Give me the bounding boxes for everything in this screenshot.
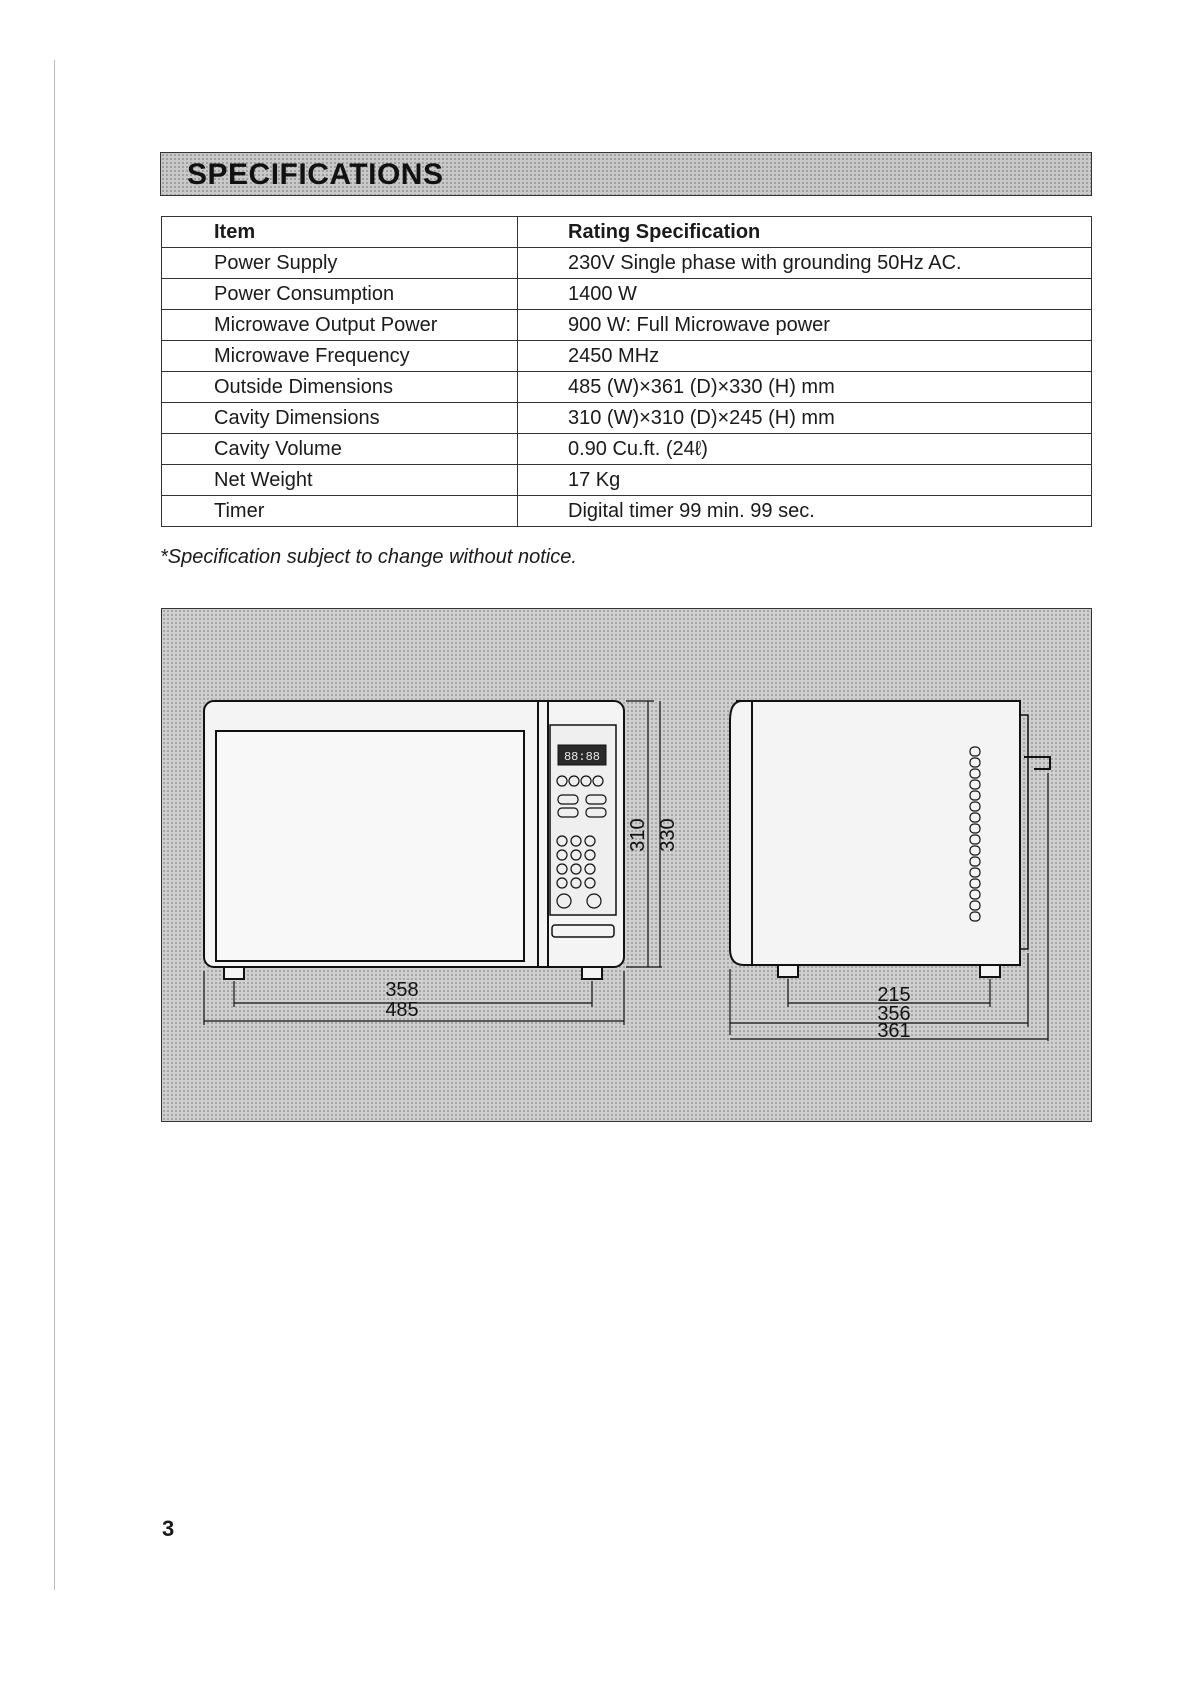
cell-item: Timer bbox=[162, 496, 518, 527]
table-row bbox=[162, 372, 1092, 403]
side-foot-left bbox=[778, 965, 798, 977]
cell-rating: 17 Kg bbox=[518, 465, 1092, 496]
cell-rating: 310 (W)×310 (D)×245 (H) mm bbox=[518, 403, 1092, 434]
table-row bbox=[162, 496, 1092, 527]
microwave-drawing bbox=[162, 609, 1093, 1123]
front-window bbox=[216, 731, 524, 961]
dim-label-358: 358 bbox=[385, 979, 419, 1001]
table-row bbox=[162, 310, 1092, 341]
cell-item: Net Weight bbox=[162, 465, 518, 496]
table-row bbox=[162, 434, 1092, 465]
table-row bbox=[162, 248, 1092, 279]
cell-item: Power Consumption bbox=[162, 279, 518, 310]
cell-item: Microwave Output Power bbox=[162, 310, 518, 341]
dim-label-361: 361 bbox=[877, 1020, 911, 1042]
dim-label-485: 485 bbox=[385, 999, 419, 1021]
cell-item: Cavity Volume bbox=[162, 434, 518, 465]
side-back-panel bbox=[1020, 715, 1028, 949]
cell-item: Microwave Frequency bbox=[162, 341, 518, 372]
table-row bbox=[162, 279, 1092, 310]
table-row bbox=[162, 403, 1092, 434]
front-foot-left bbox=[224, 967, 244, 979]
cell-rating: 1400 W bbox=[518, 279, 1092, 310]
cell-item: Cavity Dimensions bbox=[162, 403, 518, 434]
cell-rating: 900 W: Full Microwave power bbox=[518, 310, 1092, 341]
dimension-diagram bbox=[161, 608, 1092, 1122]
front-foot-right bbox=[582, 967, 602, 979]
section-header bbox=[160, 152, 1092, 196]
cell-rating: 485 (W)×361 (D)×330 (H) mm bbox=[518, 372, 1092, 403]
section-title: SPECIFICATIONS bbox=[187, 158, 444, 191]
dim-label-310: 310 bbox=[627, 818, 649, 852]
table-row bbox=[162, 465, 1092, 496]
column-header-item: Item bbox=[162, 217, 518, 248]
table-header-row bbox=[162, 217, 1092, 248]
dim-label-356: 356 bbox=[877, 1003, 911, 1025]
cell-item: Power Supply bbox=[162, 248, 518, 279]
table-row bbox=[162, 341, 1092, 372]
cell-rating: Digital timer 99 min. 99 sec. bbox=[518, 496, 1092, 527]
dim-label-330: 330 bbox=[657, 818, 679, 852]
column-header-rating: Rating Specification bbox=[518, 217, 1092, 248]
side-foot-right bbox=[980, 965, 1000, 977]
cell-rating: 230V Single phase with grounding 50Hz AC. bbox=[518, 248, 1092, 279]
dim-label-215: 215 bbox=[877, 984, 911, 1006]
page-number: 3 bbox=[162, 1516, 175, 1541]
cell-item: Outside Dimensions bbox=[162, 372, 518, 403]
binding-line bbox=[54, 60, 55, 1590]
cell-rating: 2450 MHz bbox=[518, 341, 1092, 372]
specifications-table bbox=[161, 216, 1092, 527]
cell-rating: 0.90 Cu.ft. (24ℓ) bbox=[518, 434, 1092, 465]
specification-note: *Specification subject to change without notice. bbox=[160, 546, 577, 568]
display-readout: 88:88 bbox=[563, 750, 601, 764]
